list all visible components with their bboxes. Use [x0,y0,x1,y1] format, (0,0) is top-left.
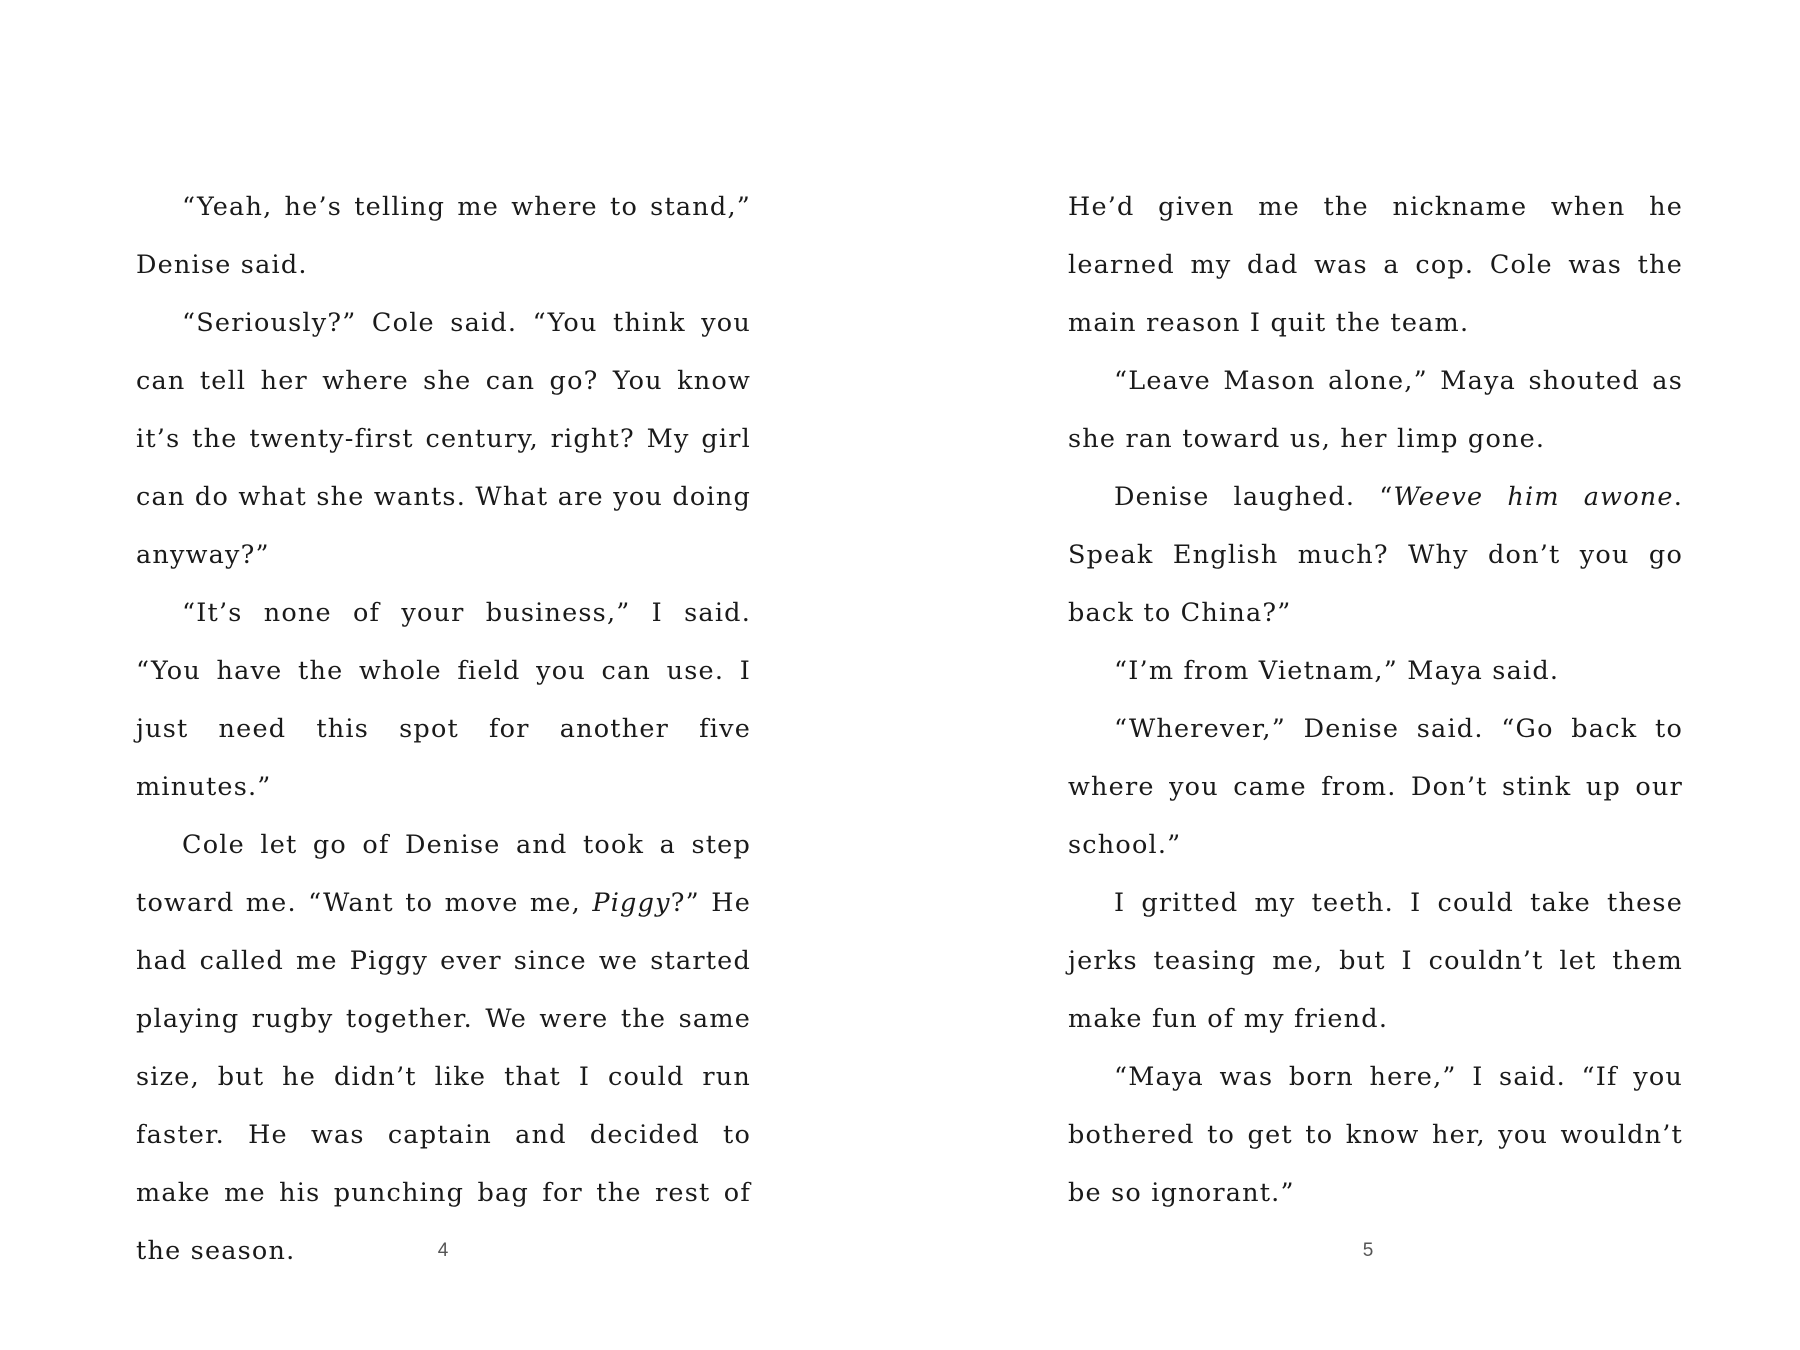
paragraph [1068,178,1683,352]
paragraph [1068,874,1683,1048]
paragraph [1068,1048,1683,1222]
text-segment: He’d given me the nickname when he learned my dad was a cop. Cole was the main reason I quit the team. [1068,192,1683,338]
text-segment: “Seriously?” Cole said. “You think you can tell her where she can go? You know it’s the twenty-first century, right? My girl can do what she wants. What are you doing anyway?” [136,308,751,570]
paragraph [136,816,751,1280]
text-segment: “I’m from Vietnam,” Maya said. [1114,656,1560,686]
right-page [900,0,1800,1350]
text-segment: I gritted my teeth. I could take these jerks teasing me, but I couldn’t let them make fun of my friend. [1068,888,1683,1034]
page-number: 4 [437,1240,449,1261]
text-segment: Cole let go of Denise and took a step toward me. “Want to move me, [136,830,751,918]
italic-text-segment: Piggy [592,888,671,918]
paragraph [136,178,751,294]
text-segment: “Leave Mason alone,” Maya shouted as she ran toward us, her limp gone. [1068,366,1683,454]
text-segment: “It’s none of your business,” I said. “You have the whole field you can use. I just need this spot for another five minutes.” [136,598,751,802]
text-segment: . Speak English much? Why don’t you go back to China?” [1068,482,1683,628]
paragraph [1068,642,1683,700]
right-page-text [1068,178,1683,1222]
text-segment: “Wherever,” Denise said. “Go back to where you came from. Don’t stink up our school.” [1068,714,1683,860]
text-segment: “Yeah, he’s telling me where to stand,” Denise said. [136,192,751,280]
text-segment: “Maya was born here,” I said. “If you bothered to get to know her, you wouldn’t be so ignorant.” [1068,1062,1683,1208]
italic-text-segment: Weeve him awone [1393,482,1674,512]
paragraph [1068,352,1683,468]
text-segment: ?” He had called me Piggy ever since we started playing rugby together. We were the same size, but he didn’t like that I could run faster. He was captain and decided to make me his punching bag for the rest of the season. [136,888,751,1266]
text-segment: Denise laughed. “ [1114,482,1394,512]
page-number: 5 [1362,1240,1374,1261]
paragraph [136,584,751,816]
paragraph [1068,700,1683,874]
paragraph [136,294,751,584]
left-page-text [136,178,751,1280]
paragraph [1068,468,1683,642]
